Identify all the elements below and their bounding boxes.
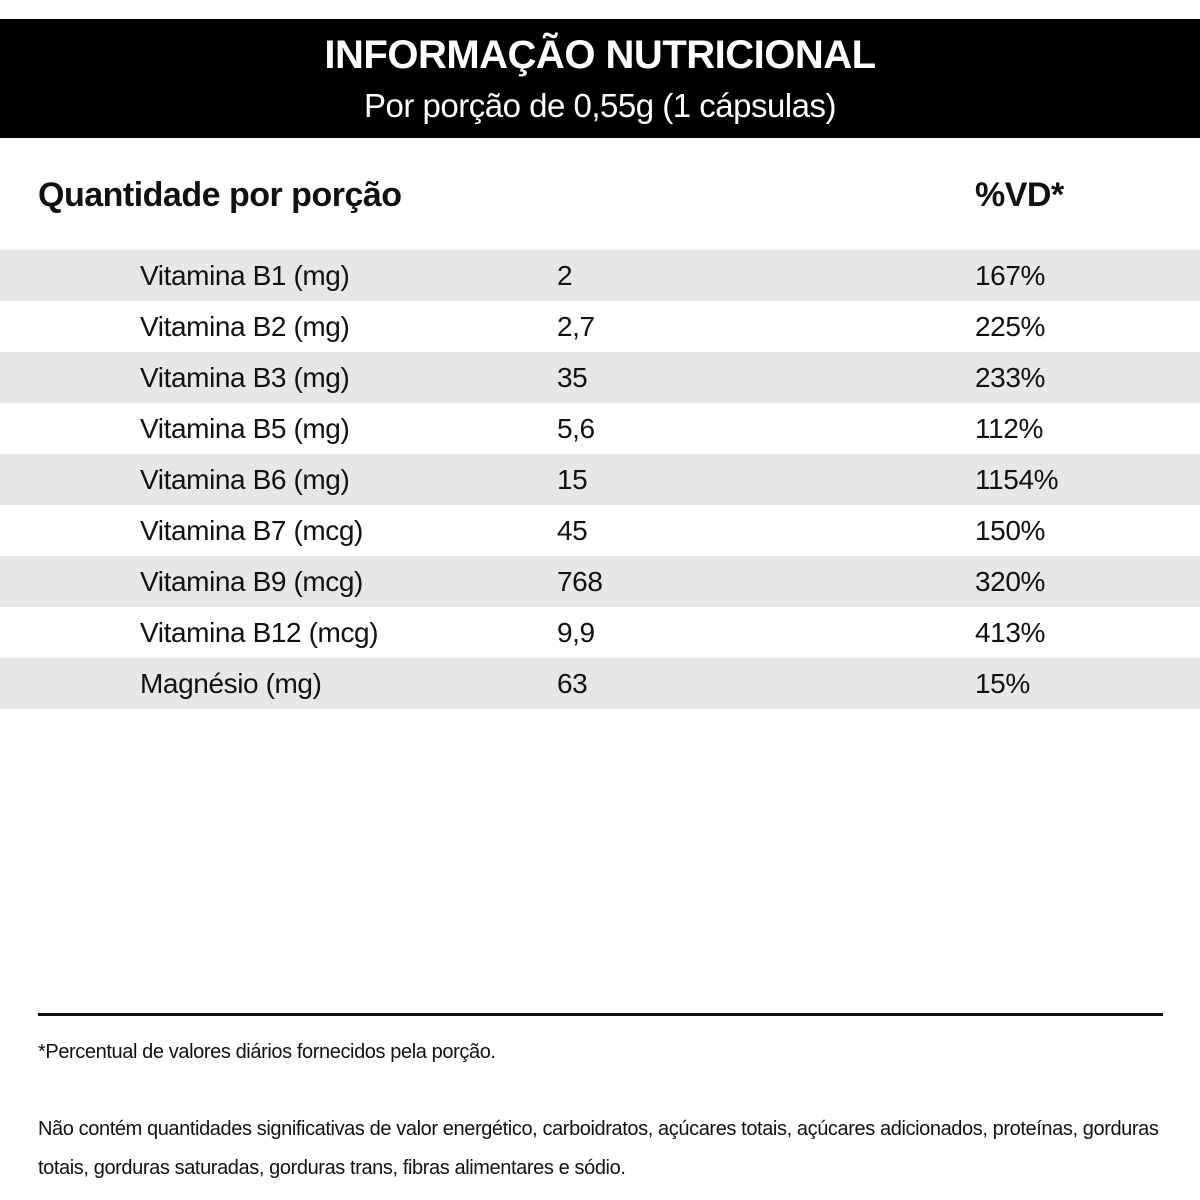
table-row [0,658,1200,709]
nutrient-amount: 63 [557,667,588,699]
nutrient-name: Vitamina B5 (mg) [140,412,350,444]
table-row [0,403,1200,454]
nutrient-name: Vitamina B12 (mcg) [140,616,379,648]
nutrient-daily-value: 167% [975,259,1046,291]
table-row [0,352,1200,403]
table-row [0,607,1200,658]
nutrient-amount: 2,7 [557,310,595,342]
nutrient-amount: 45 [557,514,588,546]
nutrient-daily-value: 150% [975,514,1046,546]
nutrient-amount: 35 [557,361,588,393]
nutrient-name: Vitamina B6 (mg) [140,463,350,495]
nutrient-daily-value: 225% [975,310,1046,342]
footer-divider-line [38,1013,1163,1016]
nutrient-amount: 2 [557,259,573,291]
nutrient-daily-value: 112% [975,412,1043,444]
header-bar [0,19,1200,138]
table-row [0,556,1200,607]
table-row [0,454,1200,505]
nutrient-amount: 9,9 [557,616,595,648]
nutrient-daily-value: 15% [975,667,1030,699]
nutrient-amount: 768 [557,565,603,597]
nutrient-name: Vitamina B3 (mg) [140,361,350,393]
nutrient-name: Vitamina B1 (mg) [140,259,350,291]
nutrient-name: Vitamina B7 (mcg) [140,514,363,546]
nutrient-name: Vitamina B9 (mcg) [140,565,363,597]
no-significant-amounts-footnote: Não contém quantidades significativas de valor energético, carboidratos, açúcares totais, açúcares adicionados, proteínas, gorduras totais, gorduras saturadas, gorduras trans, fibras alimentares e sódio. [38,1118,1159,1179]
label-title: INFORMAÇÃO NUTRICIONAL [324,32,876,77]
nutrient-daily-value: 413% [975,616,1046,648]
nutrient-daily-value: 1154% [975,463,1059,495]
nutrient-amount: 5,6 [557,412,595,444]
table-row [0,301,1200,352]
nutrient-daily-value: 320% [975,565,1046,597]
nutrient-amount: 15 [557,463,588,495]
nutrient-name: Magnésio (mg) [140,667,322,699]
column-header-quantity: Quantidade por porção [38,176,402,214]
nutrient-name: Vitamina B2 (mg) [140,310,350,342]
nutrient-daily-value: 233% [975,361,1046,393]
serving-size-subtitle: Por porção de 0,55g (1 cápsulas) [364,86,836,124]
column-header-row [0,176,1200,222]
table-row [0,250,1200,301]
column-header-daily-value: %VD* [975,176,1064,214]
nutrition-table [0,250,1200,709]
table-row [0,505,1200,556]
daily-value-footnote: *Percentual de valores diários fornecidos pela porção. [38,1041,496,1063]
